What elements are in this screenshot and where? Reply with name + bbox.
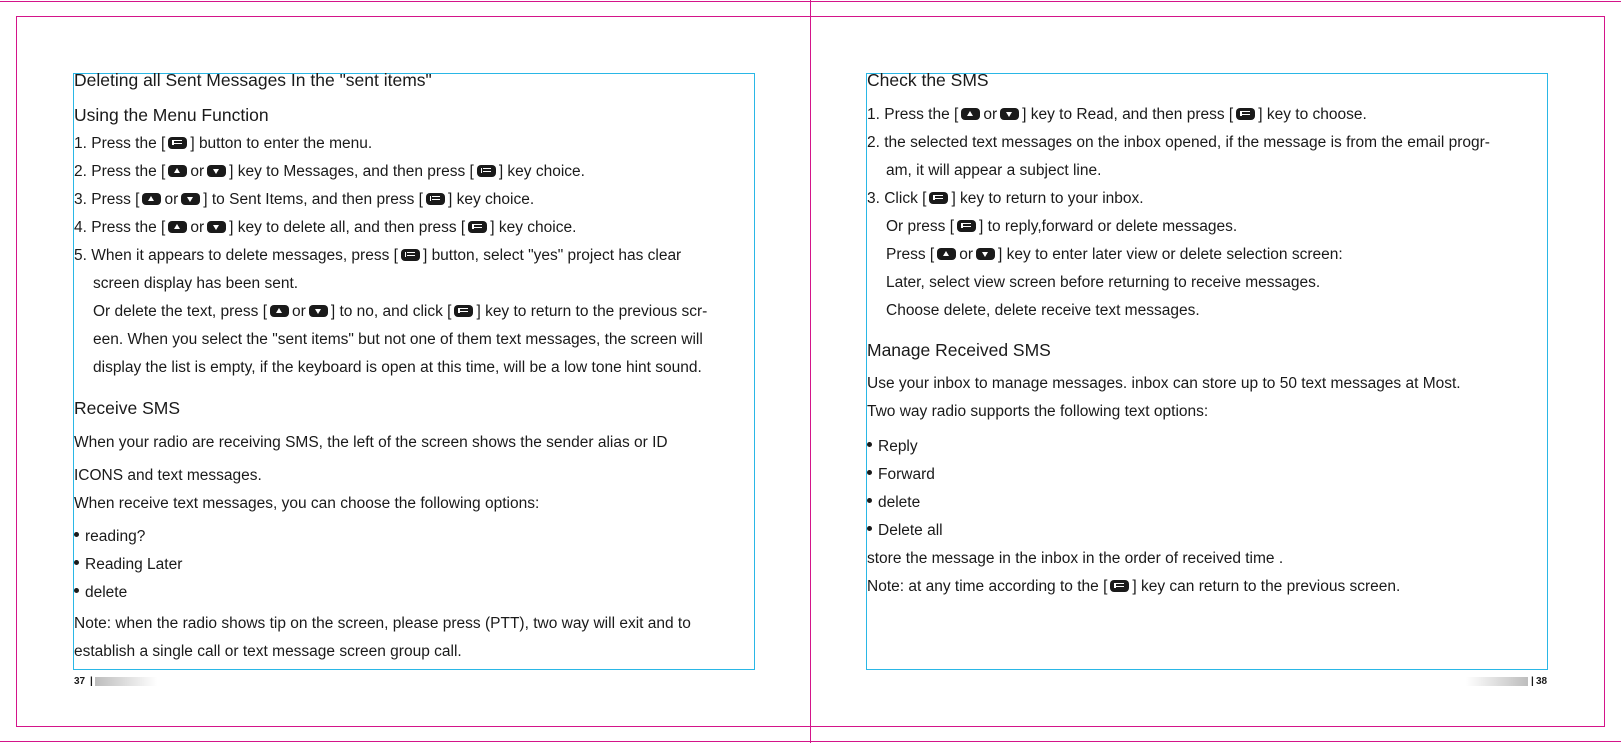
up-key-icon: [937, 248, 956, 260]
bullet-icon: [867, 442, 872, 447]
step-5-alt-cont-2: display the list is empty, if the keyboard is open at this time, will be a low tone hint sound.: [93, 359, 702, 376]
step-5-cont: screen display has been sent.: [93, 275, 299, 292]
menu-key-icon: [929, 192, 948, 204]
spine-line: [810, 0, 811, 743]
page-number: 37: [74, 676, 86, 687]
down-key-icon: [1000, 108, 1019, 120]
subsection-title-menu: Using the Menu Function: [74, 105, 269, 125]
up-key-icon: [270, 305, 289, 317]
menu-key-icon: [957, 220, 976, 232]
receive-note-2: establish a single call or text message screen group call.: [74, 643, 462, 660]
up-key-icon: [142, 193, 161, 205]
right-page: [867, 0, 1587, 743]
list-item: delete: [867, 493, 920, 513]
page-number: 38: [1536, 676, 1548, 687]
check-step-3-delete: Choose delete, delete receive text messages.: [886, 302, 1200, 319]
step-5-alt-cont-1: een. When you select the "sent items" but not one of them text messages, the screen will: [93, 331, 703, 348]
check-step-3-scroll: Press [ or ] key to enter later view or delete selection screen:: [886, 246, 1343, 263]
step-4: 4. Press the [ or ] key to delete all, and then press [ ] key choice.: [74, 219, 577, 236]
menu-key-icon: [477, 165, 496, 177]
manage-para-3: store the message in the inbox in the order of received time .: [867, 550, 1284, 567]
page-number-bar: [1466, 677, 1528, 686]
up-key-icon: [168, 221, 187, 233]
section-title-manage: Manage Received SMS: [867, 340, 1051, 360]
down-key-icon: [976, 248, 995, 260]
menu-key-icon: [1236, 108, 1255, 120]
bullet-icon: [74, 532, 79, 537]
menu-key-icon: [168, 137, 187, 149]
manage-para-1: Use your inbox to manage messages. inbox can store up to 50 text messages at Most.: [867, 375, 1461, 392]
bullet-icon: [74, 588, 79, 593]
menu-key-icon: [1110, 580, 1129, 592]
list-item: Reading Later: [74, 555, 182, 575]
manage-note: Note: at any time according to the [ ] key can return to the previous screen.: [867, 578, 1401, 595]
menu-key-icon: [468, 221, 487, 233]
receive-para-3: When receive text messages, you can choose the following options:: [74, 495, 540, 512]
up-key-icon: [961, 108, 980, 120]
menu-key-icon: [426, 193, 445, 205]
check-step-1: 1. Press the [ or ] key to Read, and then press [ ] key to choose.: [867, 106, 1367, 123]
menu-key-icon: [454, 305, 473, 317]
down-key-icon: [207, 221, 226, 233]
down-key-icon: [181, 193, 200, 205]
list-item: Forward: [867, 465, 935, 485]
step-3: 3. Press [ or ] to Sent Items, and then press [ ] key choice.: [74, 191, 535, 208]
list-item: reading?: [74, 527, 145, 547]
page-number-divider: |: [1531, 676, 1534, 687]
bullet-icon: [867, 470, 872, 475]
list-item: Delete all: [867, 521, 943, 541]
check-step-3-later: Later, select view screen before returning to receive messages.: [886, 274, 1321, 291]
receive-para-1: When your radio are receiving SMS, the left of the screen shows the sender alias or ID: [74, 434, 668, 451]
check-step-2: 2. the selected text messages on the inbox opened, if the message is from the email progr-: [867, 134, 1490, 151]
check-step-2-cont: am, it will appear a subject line.: [886, 162, 1102, 179]
bullet-icon: [867, 498, 872, 503]
check-step-3: 3. Click [ ] key to return to your inbox.: [867, 190, 1144, 207]
bullet-icon: [74, 560, 79, 565]
step-5-alt: Or delete the text, press [ or ] to no, and click [ ] key to return to the previous scr-: [93, 303, 708, 320]
section-title-deleting: Deleting all Sent Messages In the "sent items": [74, 70, 432, 90]
menu-key-icon: [401, 249, 420, 261]
down-key-icon: [207, 165, 226, 177]
list-item: delete: [74, 583, 127, 603]
step-5: 5. When it appears to delete messages, press [ ] button, select "yes" project has clear: [74, 247, 682, 264]
left-page: [74, 0, 794, 743]
page-number-divider: |: [90, 676, 93, 687]
section-title-check: Check the SMS: [867, 70, 989, 90]
check-step-3-alt: Or press [ ] to reply,forward or delete messages.: [886, 218, 1238, 235]
up-key-icon: [168, 165, 187, 177]
manage-para-2: Two way radio supports the following text options:: [867, 403, 1209, 420]
receive-para-2: ICONS and text messages.: [74, 467, 262, 484]
page-number-bar: [95, 677, 157, 686]
step-1: 1. Press the [ ] button to enter the menu.: [74, 135, 373, 152]
list-item: Reply: [867, 437, 918, 457]
section-title-receive: Receive SMS: [74, 398, 181, 418]
bullet-icon: [867, 526, 872, 531]
down-key-icon: [309, 305, 328, 317]
receive-note-1: Note: when the radio shows tip on the screen, please press (PTT), two way will exit and to: [74, 615, 691, 632]
step-2: 2. Press the [ or ] key to Messages, and then press [ ] key choice.: [74, 163, 585, 180]
